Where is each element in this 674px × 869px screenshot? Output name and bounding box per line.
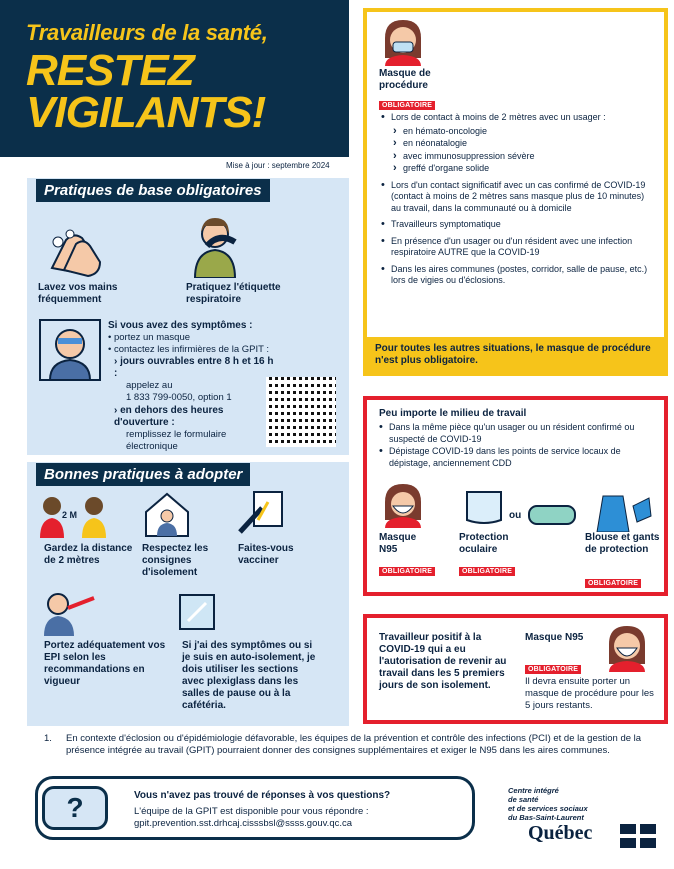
procedure-mask-box [363, 8, 668, 376]
any-bullet-2: • Dépistage COVID-19 dans les points de service locaux de dépistage, anciennement CDD [377, 446, 657, 469]
ppe-label: Portez adéquatement vos EPI selon les recommandations en vigueur [44, 640, 166, 687]
ppe-worker-icon [40, 590, 96, 638]
mask-sub-2: › en néonatalogie [391, 138, 654, 150]
n95-obligatory: OBLIGATOIRE [379, 567, 435, 576]
any-bullet-1: • Dans la même pièce qu'un usager ou un résident confirmé ou suspecté de COVID-19 [377, 422, 657, 445]
positive-n95-label: Masque N95 [525, 632, 584, 643]
ocular-obligatory: OBLIGATOIRE [459, 567, 515, 576]
cough-label: Pratiquez l'étiquette respiratoire [186, 282, 281, 305]
procedure-mask-obligatory: OBLIGATOIRE [379, 101, 435, 110]
hours-open-label: › jours ouvrables entre 8 h et 16 h : [114, 356, 274, 379]
symptomatic-worker-icon [38, 316, 102, 384]
isolation-label: Respectez les consignes d'isolement [142, 543, 209, 578]
symptoms-title: Si vous avez des symptômes : [108, 320, 253, 331]
handwash-icon [44, 218, 106, 280]
goggles-icon [527, 500, 577, 528]
mask-sub-1: › en hémato-oncologie [391, 126, 654, 138]
procedure-mask-title: Masque de procédure [379, 68, 431, 91]
isolation-house-icon [142, 490, 192, 538]
mask-sub-4: › greffé d'organe solide [391, 163, 654, 175]
handwash-label: Lavez vos mains fréquemment [38, 282, 118, 305]
gown-label: Blouse et gants de protection [585, 532, 660, 555]
distance-badge: 2 M [62, 510, 78, 520]
procedure-mask-footer: Pour toutes les autres situations, le masque de procédure n'est plus obligatoire. [367, 337, 664, 373]
mask-sub-3: › avec immunosuppression sévère [391, 151, 654, 163]
mask-case-1: • Lors de contact à moins de 2 mètres avec un usager : › en hémato-oncologie › en néonatalogie › avec immunosuppression sévère › greffé d'organe solide [379, 112, 654, 175]
face-shield-icon [463, 486, 505, 526]
symptoms-section [108, 320, 278, 453]
hero-title: RESTEZ VIGILANTS! [26, 46, 266, 137]
vaccine-icon [236, 490, 286, 536]
practices-title: Pratiques de base obligatoires [36, 179, 270, 202]
hours-closed-label: › en dehors des heures d'ouverture : [114, 405, 224, 428]
hero-line1: Travailleurs de la santé, [26, 20, 268, 45]
positive-after-text: Il devra ensuite porter un masque de procédure pour les 5 jours restants. [525, 676, 654, 711]
contact-email[interactable]: gpit.prevention.sst.drhcaj.cisssbsl@ssss.gouv.qc.ca [134, 818, 353, 829]
mask-case-3: • Travailleurs symptomatique [379, 219, 654, 231]
procedure-mask-list [379, 112, 654, 292]
symptoms-bullet-1: • portez un masque [108, 332, 191, 343]
any-workplace-title: Peu importe le milieu de travail [379, 408, 527, 419]
ocular-protection-label: Protection oculaire [459, 532, 509, 555]
masked-person-icon [381, 18, 425, 66]
or-label: ou [509, 510, 522, 521]
positive-worker-text: Travailleur positif à la COVID-19 qui a eu l'autorisation de revenir au travail dans les 5 premiers jours de son isolement. [379, 632, 507, 691]
mask-case-4: • En présence d'un usager ou d'un résident avec une infection respiratoire AUTRE que la COVID-19 [379, 236, 654, 259]
update-date: Mise à jour : septembre 2024 [226, 161, 330, 170]
plexiglass-label: Si j'ai des symptômes ou si je suis en auto-isolement, je dois utiliser les sections avec plexiglass dans les salles de pause ou à la cafétéria. [182, 640, 316, 711]
n95-required-box [363, 396, 668, 596]
mask-case-2: • Lors d'un contact significatif avec un cas confirmé de COVID-19 (contact à moins de 2 mètres sans masque plus de 10 minutes) au travail, dans la communauté ou à domicile [379, 180, 654, 215]
vaccine-label: Faites-vous vacciner [238, 543, 294, 566]
distance-label: Gardez la distance de 2 mètres [44, 543, 133, 566]
plexiglass-icon [178, 593, 218, 631]
quebec-wordmark: Québec [528, 822, 593, 844]
contact-title: Vous n'avez pas trouvé de réponses à vos questions? [134, 790, 391, 801]
question-icon: ? [42, 786, 108, 830]
note-text: En contexte d'éclosion ou d'épidémiologie défavorable, les équipes de la prévention et contrôle des infections (PCI) et de la gestion de la présence intégrée au travail (GPIT) pourraient donner des consignes supplémentaires et exiger le N95 dans les aires communes. [66, 733, 642, 756]
positive-worker-box [363, 614, 668, 724]
mask-case-5: • Dans les aires communes (postes, corridor, salle de pause, etc.) lors de vigies ou d'éclosions. [379, 264, 654, 287]
gown-obligatory: OBLIGATOIRE [585, 579, 641, 588]
call-label: appelez au [126, 380, 173, 391]
positive-obligatory: OBLIGATOIRE [525, 665, 581, 674]
gown-gloves-icon [593, 492, 653, 532]
good-practices-title: Bonnes pratiques à adopter [36, 463, 250, 486]
n95-worker-icon [605, 624, 649, 672]
org-name: Centre intégré de santé et de services sociaux du Bas-Saint-Laurent [508, 786, 588, 822]
symptoms-bullet-2: • contactez les infirmières de la GPIT : [108, 344, 270, 355]
cough-etiquette-icon [185, 212, 245, 278]
hero-banner [0, 0, 349, 157]
contact-line: L'équipe de la GPIT est disponible pour vous répondre : [134, 806, 369, 817]
phone-number: 1 833 799-0050, option 1 [126, 392, 232, 403]
note-number: 1. [44, 733, 52, 744]
any-workplace-list [377, 422, 657, 474]
n95-mask-person-icon [383, 482, 423, 528]
form-label: remplissez le formulaire électronique [126, 429, 227, 452]
n95-label: Masque N95 [379, 532, 417, 555]
quebec-flag-icon [620, 824, 656, 848]
qr-code[interactable] [266, 377, 336, 447]
